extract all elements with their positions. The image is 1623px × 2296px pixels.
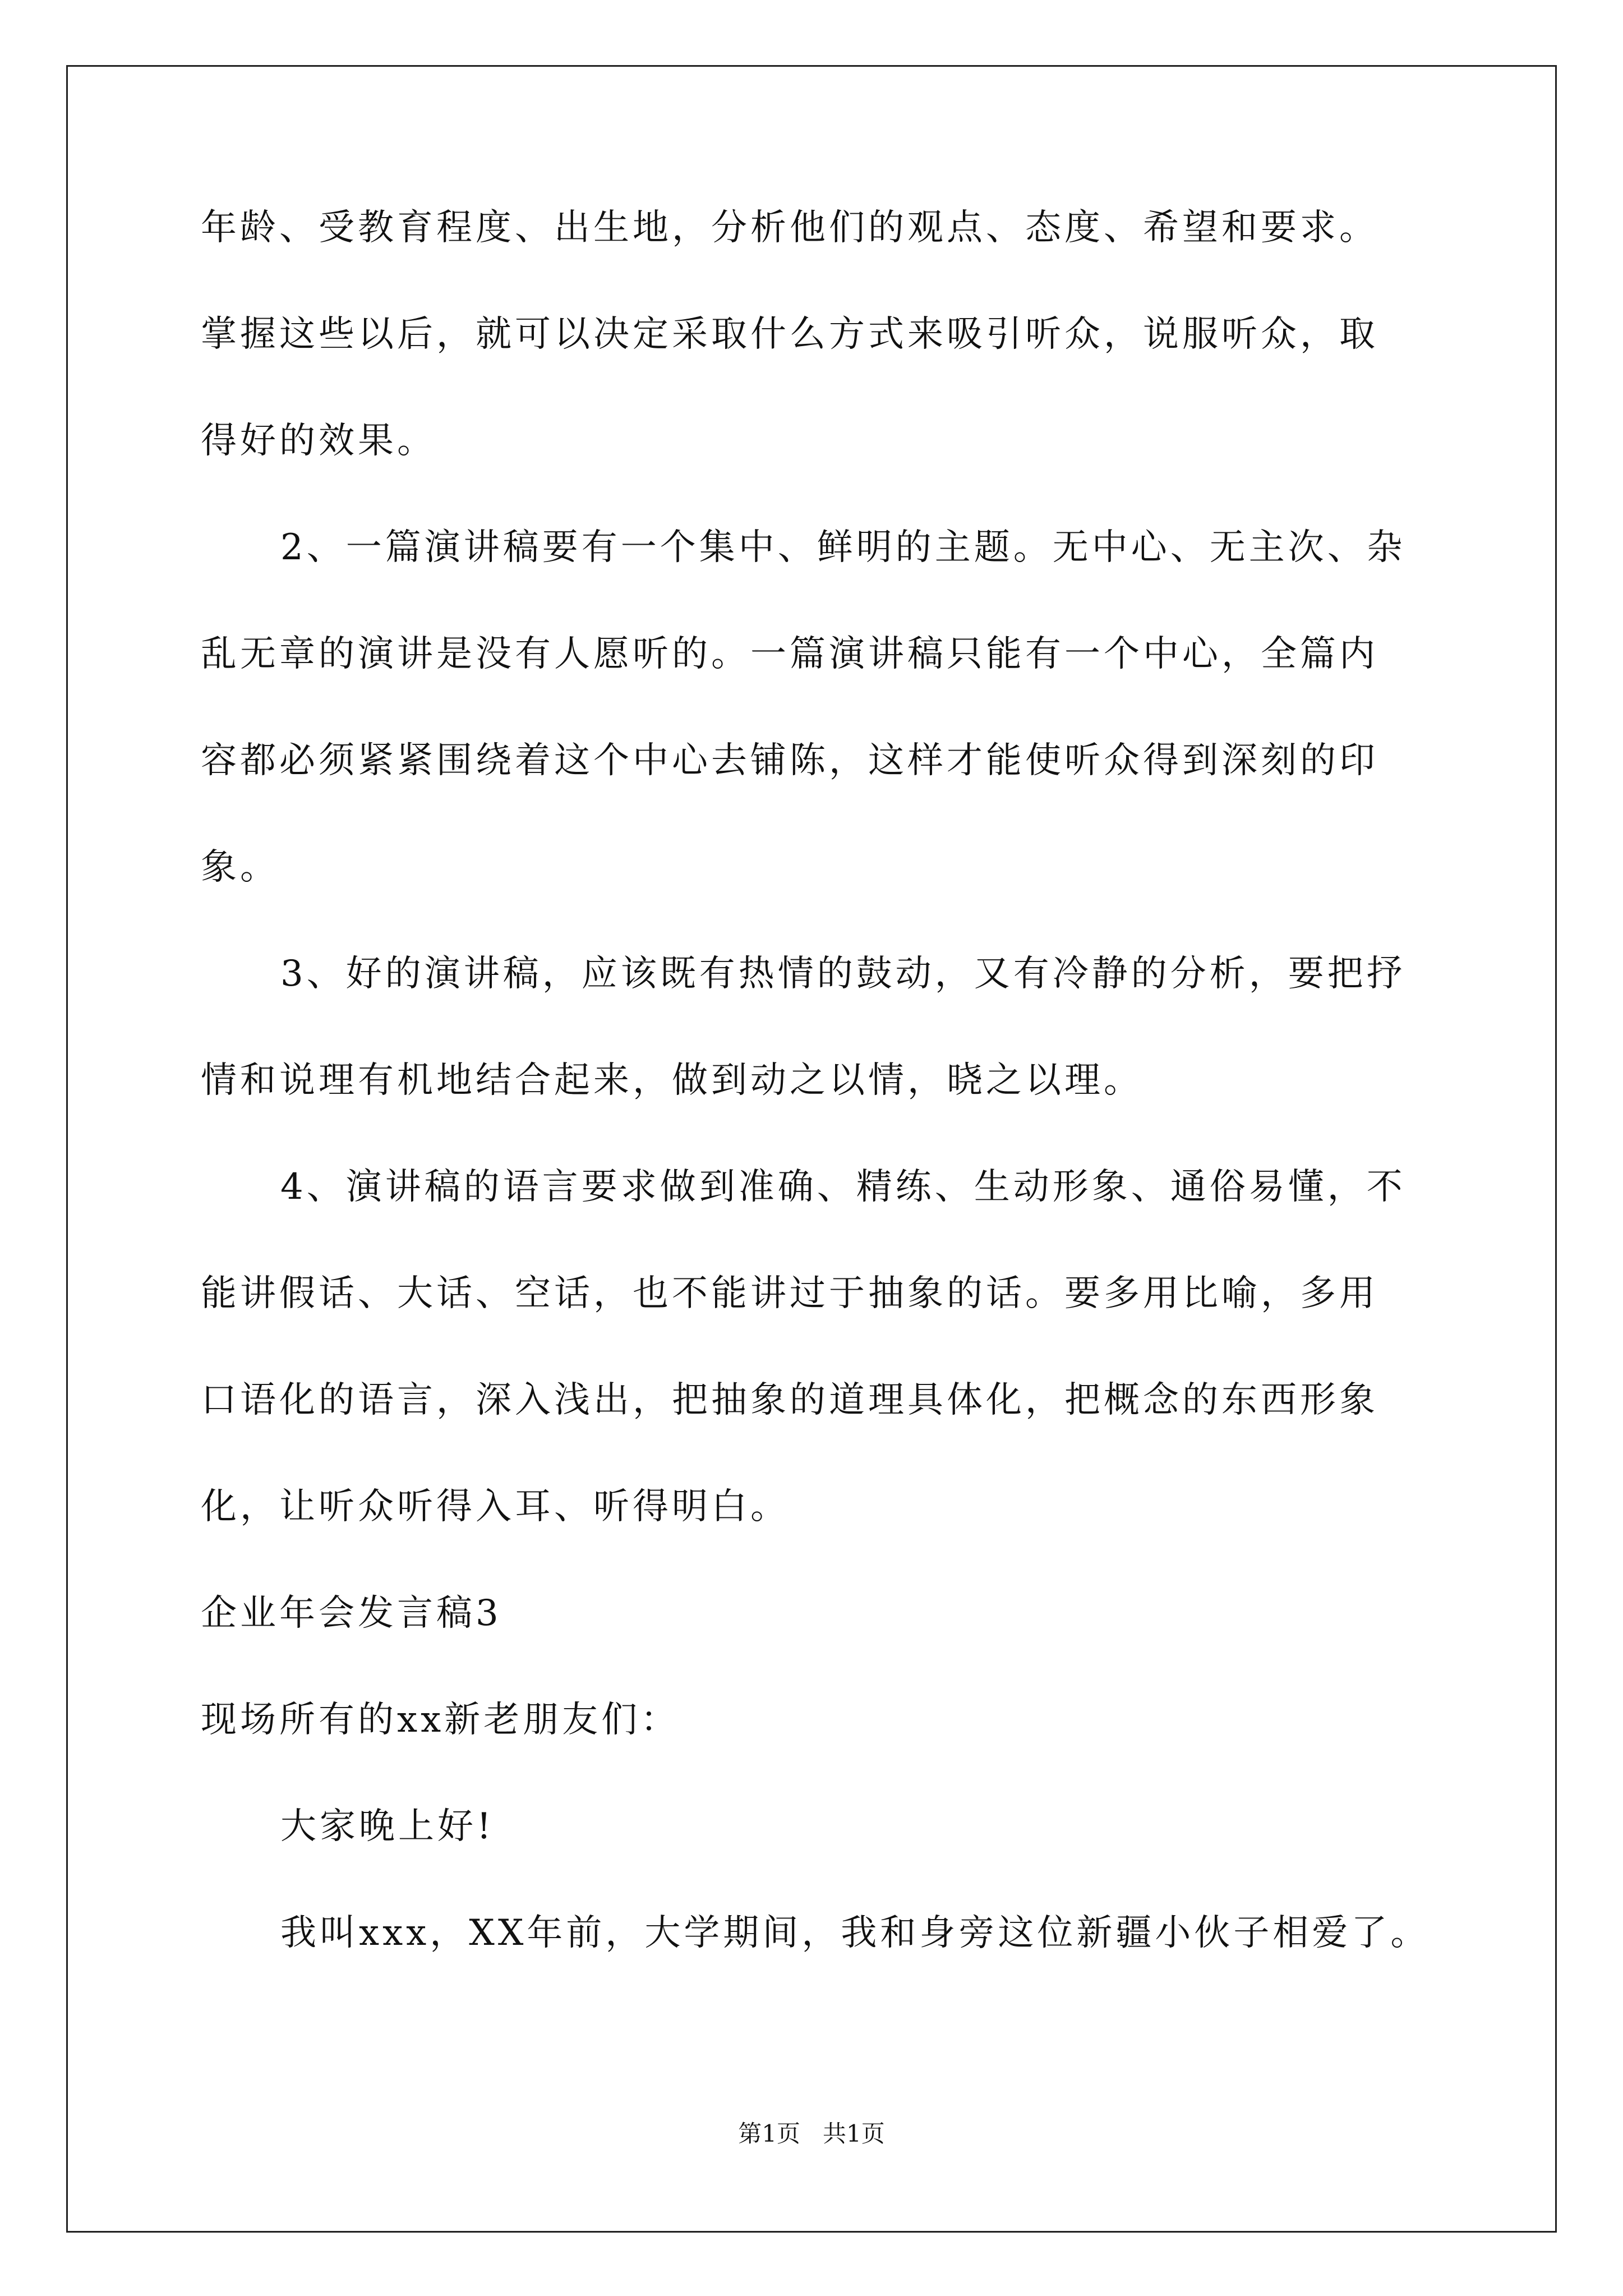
text-line: 年龄、受教育程度、出生地，分析他们的观点、态度、希望和要求。 [201, 207, 1378, 249]
text-line: 掌握这些以后，就可以决定采取什么方式来吸引听众，说服听众，取 [201, 314, 1378, 355]
text-line: 3、好的演讲稿，应该既有热情的鼓动，又有冷静的分析，要把抒 [280, 953, 1406, 995]
text-line: 4、演讲稿的语言要求做到准确、精练、生动形象、通俗易懂，不 [280, 1166, 1406, 1208]
text-line: 2、一篇演讲稿要有一个集中、鲜明的主题。无中心、无主次、杂 [280, 527, 1406, 568]
text-line: 我叫xxx，XX年前，大学期间，我和身旁这位新疆小伙子相爱了。 [280, 1912, 1430, 1954]
text-line: 口语化的语言，深入浅出，把抽象的道理具体化，把概念的东西形象 [201, 1379, 1378, 1421]
text-line: 能讲假话、大话、空话，也不能讲过于抽象的话。要多用比喻，多用 [201, 1273, 1378, 1314]
text-line: 情和说理有机地结合起来，做到动之以情，晓之以理。 [201, 1060, 1143, 1101]
section-heading: 企业年会发言稿3 [201, 1593, 502, 1634]
text-line: 得好的效果。 [201, 420, 436, 462]
greeting: 大家晚上好! [280, 1806, 495, 1847]
page-footer: 第1页 共1页 [738, 2120, 885, 2147]
text-line: 象。 [201, 846, 279, 888]
text-line: 乱无章的演讲是没有人愿听的。一篇演讲稿只能有一个中心，全篇内 [201, 633, 1378, 675]
salutation: 现场所有的xx新老朋友们： [201, 1699, 680, 1741]
page-border [66, 65, 1557, 2233]
text-line: 容都必须紧紧围绕着这个中心去铺陈，这样才能使听众得到深刻的印 [201, 740, 1378, 781]
text-line: 化，让听众听得入耳、听得明白。 [201, 1486, 790, 1527]
